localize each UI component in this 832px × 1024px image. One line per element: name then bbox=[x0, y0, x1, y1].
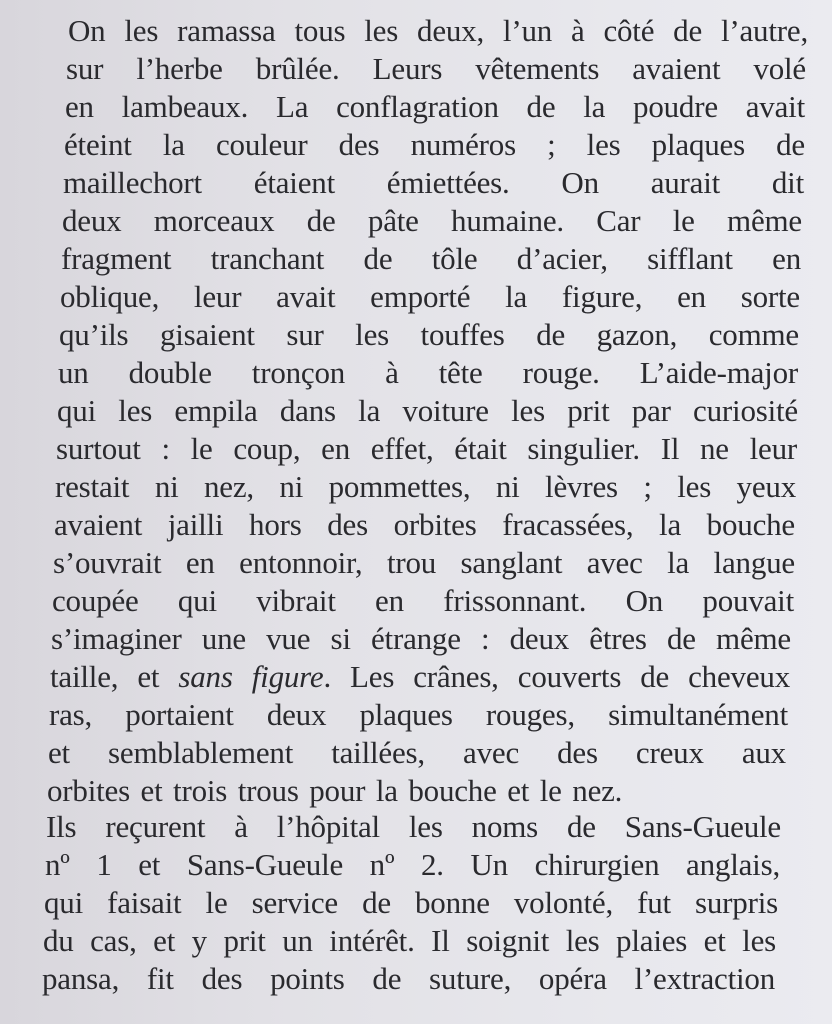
text-line-15: s’ouvrait en entonnoir, trou sanglant avec la langue bbox=[53, 545, 795, 580]
text-line-13: restait ni nez, ni pommettes, ni lèvres ; les yeux bbox=[55, 469, 796, 504]
text-line-11: qui les empila dans la voiture les prit par curiosité bbox=[57, 393, 798, 428]
text-line-20: et semblablement taillées, avec des creux aux bbox=[48, 735, 786, 770]
text-line-7: fragment tranchant de tôle d’acier, sifflant en bbox=[61, 241, 801, 276]
text-line-5: maillechort étaient émiettées. On aurait dit bbox=[63, 165, 804, 200]
text-line-2: sur l’herbe brûlée. Leurs vêtements avaient volé bbox=[66, 51, 806, 86]
text-line-6: deux morceaux de pâte humaine. Car le même bbox=[62, 203, 802, 238]
text-line-10: un double tronçon à tête rouge. L’aide-major bbox=[58, 355, 798, 390]
text-line-24: qui faisait le service de bonne volonté, fut surpris bbox=[44, 885, 778, 920]
text-line-23: nº 1 et Sans-Gueule nº 2. Un chirurgien anglais, bbox=[45, 847, 780, 882]
text-line-25: du cas, et y prit un intérêt. Il soignit les plaies et les bbox=[43, 923, 776, 958]
text-line-14: avaient jailli hors des orbites fracassées, la bouche bbox=[54, 507, 795, 542]
text-line-8: oblique, leur avait emporté la figure, en sorte bbox=[60, 279, 800, 314]
text-line-9: qu’ils gisaient sur les touffes de gazon, comme bbox=[59, 317, 799, 352]
text-line-22: Ils reçurent à l’hôpital les noms de Sans-Gueule bbox=[46, 809, 781, 844]
text-line-18 bbox=[50, 658, 790, 695]
text-line-16: coupée qui vibrait en frissonnant. On pouvait bbox=[52, 583, 794, 618]
text-line-21: orbites et trois trous pour la bouche et le nez. bbox=[47, 773, 623, 808]
text-line-1: On les ramassa tous les deux, l’un à côté de l’autre, bbox=[68, 13, 808, 48]
text-line-19: ras, portaient deux plaques rouges, simultanément bbox=[49, 697, 788, 732]
text-line-4: éteint la couleur des numéros ; les plaques de bbox=[64, 127, 805, 162]
text-line-12: surtout : le coup, en effet, était singulier. Il ne leur bbox=[56, 431, 797, 466]
text-line-18-b: . Les crânes, couverts de cheveux bbox=[323, 659, 790, 694]
text-line-26: pansa, fit des points de suture, opéra l’extraction bbox=[42, 961, 775, 996]
text-line-18-a: taille, et bbox=[50, 659, 179, 694]
italic-phrase: sans figure bbox=[178, 659, 324, 694]
text-line-17: s’imaginer une vue si étrange : deux êtres de même bbox=[51, 621, 791, 656]
text-line-3: en lambeaux. La conflagration de la poudre avait bbox=[65, 89, 805, 124]
